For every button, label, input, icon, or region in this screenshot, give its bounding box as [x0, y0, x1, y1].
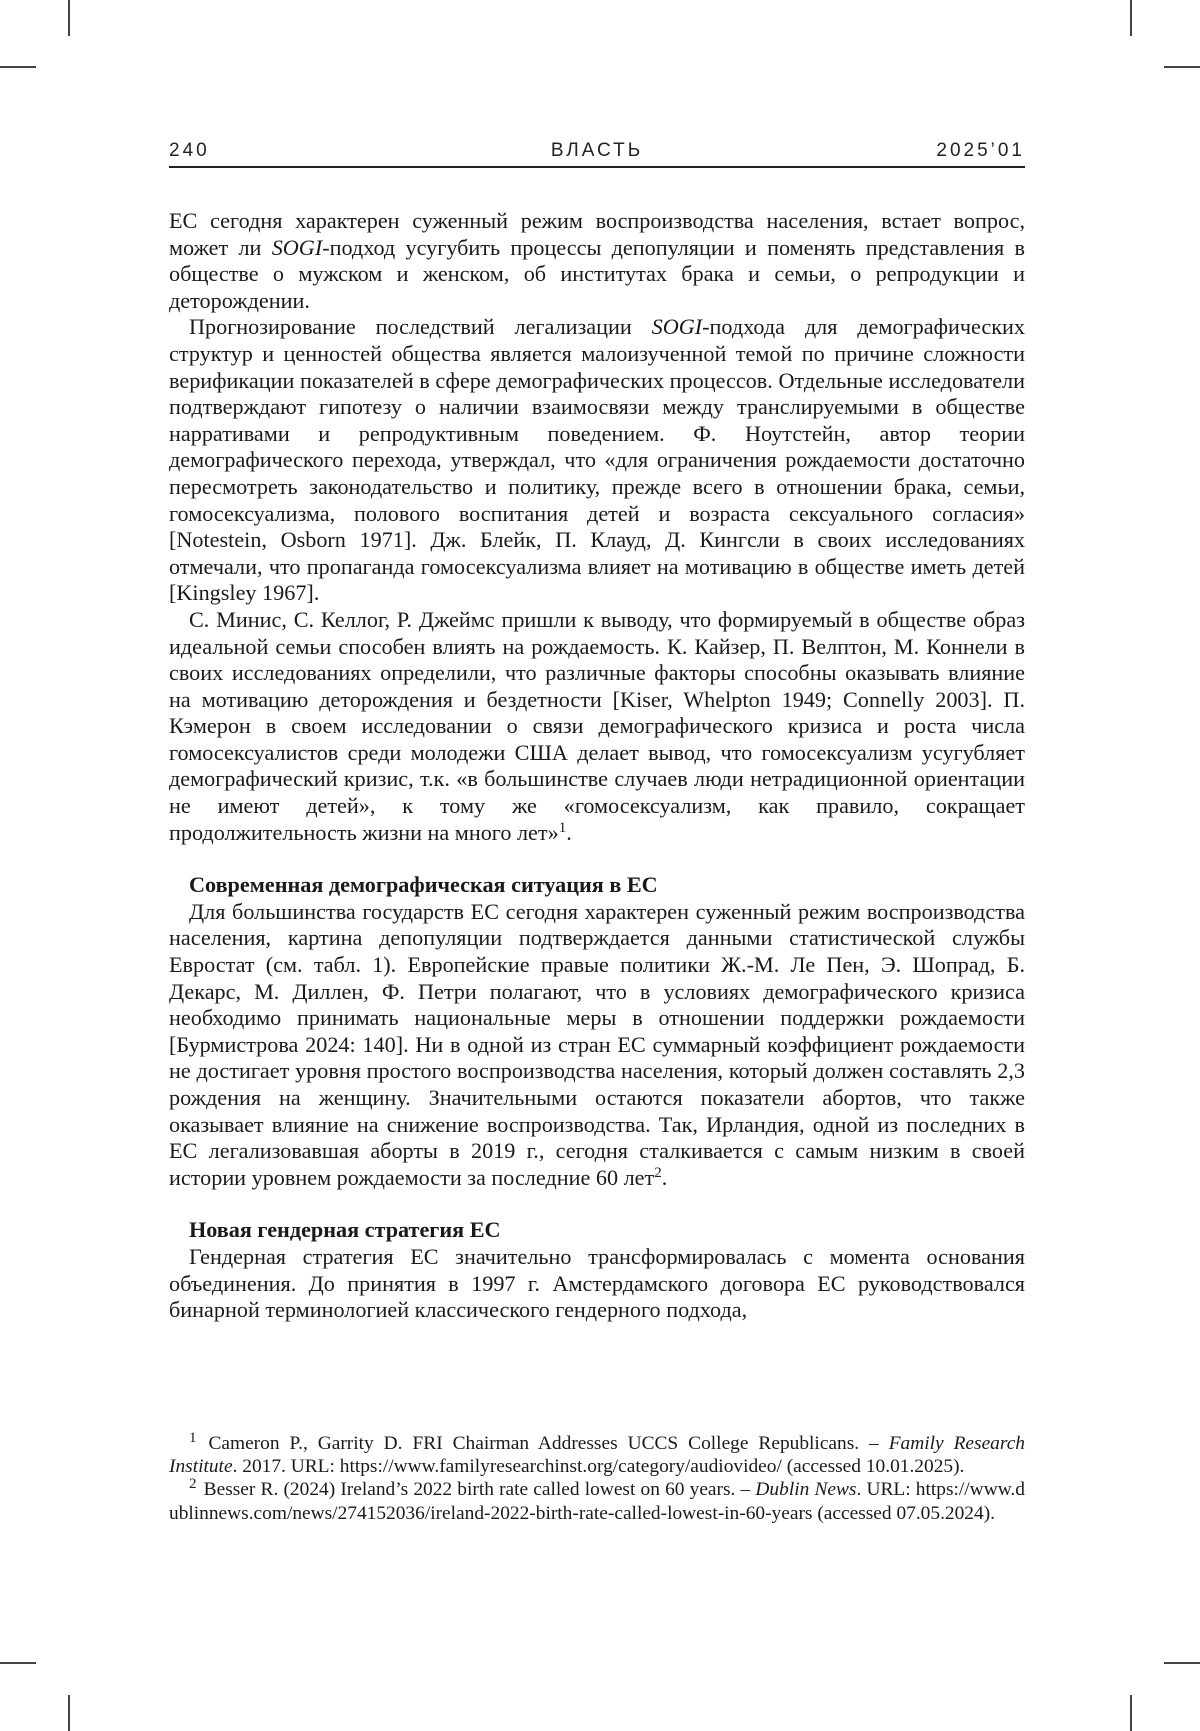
footnote-2: $^2$ Besser R. (2024) Ireland’s 2022 birth rate called lowest on 60 years. – Dublin News. URL: https://www.dublinnews.com/news/274152036/ireland-2022-birth-rate-called-lowest-in-60-years (accessed 07.05.2024).: [169, 1476, 1025, 1524]
section-heading-demography: Современная демографическая ситуация в ЕС: [189, 872, 658, 898]
crop-mark-bottom-left-h: [0, 1662, 36, 1664]
crop-mark-top-right-v: [1130, 0, 1132, 36]
crop-mark-bottom-right-v: [1130, 1695, 1132, 1731]
paragraph-1: ЕС сегодня характерен суженный режим воспроизводства населения, встает вопрос, может ли SOGI-подход усугубить процессы депопуляции и поменять представления в обществе о мужском и женском, об институтах брака и семьи, о репродукции и деторождении.: [169, 208, 1025, 313]
footnote-1: $^1$ Cameron P., Garrity D. FRI Chairman Addresses UCCS College Republicans. – Family Research Institute. 2017. URL: https://www.familyresearchinst.org/category/audiovideo/ (accessed 10.01.2025).: [169, 1430, 1025, 1478]
footnote-number: 1: [189, 1430, 197, 1446]
crop-mark-top-left-h: [0, 66, 36, 68]
footnote-source: Family Research Institute: [169, 1433, 1025, 1478]
crop-mark-bottom-right-h: [1164, 1662, 1200, 1664]
crop-mark-top-left-v: [68, 0, 70, 36]
article-body: [169, 208, 1025, 1324]
issue-number: 2025’01: [936, 140, 1025, 161]
page-number: 240: [169, 140, 210, 161]
footnotes: [169, 1432, 1025, 1525]
sogi-term: SOGI: [271, 234, 323, 260]
paragraph-4: Для большинства государств ЕС сегодня характерен суженный режим воспроизводства населения, картина депопуляции подтверждается данными статистической службы Евростат (см. табл. 1). Европейские правые политики Ж.-М. Ле Пен, Э. Шопрад, Б. Декарс, М. Диллен, Ф. Петри полагают, что в условиях демографического кризиса необходимо принимать национальные меры в отношении поддержки рождаемости [Бурмистрова 2024: 140]. Ни в одной из стран ЕС суммарный коэффициент рождаемости не достигает уровня простого воспроизводства населения, который должен составлять 2,3 рождения на женщину. Значительными остаются показатели абортов, что также оказывает влияние на снижение воспроизводства. Так, Ирландия, одной из последних в ЕС легализовавшая аборты в 2019 г., сегодня сталкивается с самым низким в своей истории уровнем рождаемости за последние 60 лет$^2$.: [169, 898, 1025, 1190]
section-heading-gender-strategy: Новая гендерная стратегия ЕС: [189, 1217, 501, 1243]
crop-mark-bottom-left-v: [68, 1695, 70, 1731]
crop-mark-top-right-h: [1164, 66, 1200, 68]
footnote-number: 2: [189, 1476, 197, 1493]
journal-title: ВЛАСТЬ: [550, 140, 644, 161]
running-header: [169, 140, 1025, 166]
paragraph-5: Гендерная стратегия ЕС значительно трансформировалась с момента основания объединения. До принятия в 1997 г. Амстердамского договора ЕС руководствовался бинарной терминологией классического гендерного подхода,: [169, 1243, 1025, 1323]
footnote-source: Dublin News: [755, 1479, 857, 1501]
paragraph-3: С. Минис, С. Келлог, Р. Джеймс пришли к выводу, что формируемый в обществе образ идеальной семьи способен влиять на рождаемость. К. Кайзер, П. Велптон, М. Коннели в своих исследованиях определили, что различные факторы способны оказывать влияние на мотивацию деторождения и бездетности [Kiser, Whelpton 1949; Connelly 2003]. П. Кэмерон в своем исследовании о связи демографического кризиса и роста числа гомосексуалистов среди молодежи США делает вывод, что гомосексуализм усугубляет демографический кризис, т.к. «в большинстве случаев люди нетрадиционной ориентации не имеют детей», к тому же «гомосексуализм, как правило, сокращает продолжительность жизни на много лет»$^1$.: [169, 606, 1025, 845]
header-rule: [169, 166, 1025, 168]
paragraph-2: Прогнозирование последствий легализации SOGI-подхода для демографических структур и ценностей общества является малоизученной темой по причине сложности верификации показателей в сфере демографических процессов. Отдельные исследователи подтверждают гипотезу о наличии взаимосвязи между транслируемыми в обществе нарративами и репродуктивным поведением. Ф. Ноутстейн, автор теории демографического перехода, утверждал, что «для ограничения рождаемости достаточно пересмотреть законодательство и политику, прежде всего в отношении брака, семьи, гомосексуализма, полового воспитания детей и возраста сексуального согласия» [Notestein, Osborn 1971]. Дж. Блейк, П. Клауд, Д. Кингсли в своих исследованиях отмечали, что пропаганда гомосексуализма влияет на мотивацию в обществе иметь детей [Kingsley 1967].: [169, 314, 1025, 606]
footnote-ref-1[interactable]: 1: [558, 819, 567, 836]
sogi-term: SOGI: [651, 314, 703, 340]
footnote-ref-2[interactable]: 2: [654, 1164, 662, 1181]
